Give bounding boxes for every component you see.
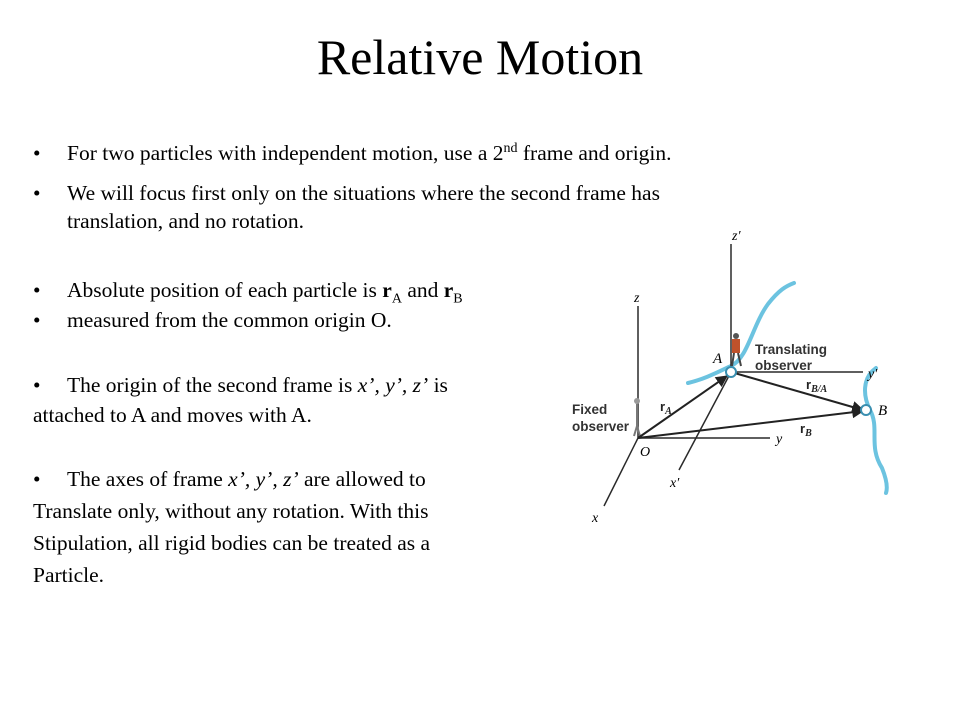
vector-r: r — [443, 278, 454, 302]
label-point-a: A — [713, 351, 723, 367]
label-fixed: Fixed — [572, 402, 608, 417]
label-rba — [806, 377, 828, 395]
label-ra-r: r — [660, 399, 666, 414]
subscript-b: B — [453, 291, 463, 307]
label-translating: Translating — [755, 342, 828, 357]
bullet-6-main: The axes of frame — [67, 467, 229, 491]
label-z: z — [634, 291, 640, 306]
relative-motion-diagram — [560, 222, 900, 532]
bullet-marker: • — [33, 181, 41, 205]
path-b-curve — [865, 368, 887, 493]
fixed-observer-figure — [634, 398, 640, 436]
subscript-a: A — [391, 291, 402, 307]
bullet-5-line-1 — [67, 370, 448, 400]
bullet-6-line-2: Translate only, without any rotation. With this — [33, 499, 429, 523]
label-rb-r: r — [800, 421, 806, 436]
label-z-prime: z′ — [732, 229, 741, 244]
label-y-prime: y′ — [868, 367, 878, 382]
vector-r: r — [382, 278, 392, 302]
frame-axes: x’, y’, z’ — [357, 373, 429, 397]
bullet-marker: • — [33, 278, 41, 302]
slide-title: Relative Motion — [316, 29, 644, 85]
bullet-3-text — [67, 275, 463, 305]
label-ra — [660, 399, 672, 417]
bullet-marker: • — [33, 467, 41, 491]
label-translating-observer: observer — [755, 358, 813, 373]
label-rb — [800, 421, 812, 439]
label-origin: O — [640, 445, 651, 460]
frame-axes: x’, y’, z’ — [228, 467, 299, 491]
label-point-b: B — [878, 403, 888, 419]
label-rba-sub: B/A — [811, 384, 828, 395]
bullet-6-line-3: Stipulation, all rigid bodies can be treated as a — [33, 531, 431, 555]
label-x-prime: x′ — [670, 476, 680, 491]
label-fixed-observer: observer — [572, 419, 630, 434]
label-rba-r: r — [806, 377, 812, 392]
bullet-5-post: is — [428, 373, 448, 397]
bullet-5-main: The origin of the second frame is — [67, 373, 358, 397]
bullet-2-line-2: translation, and no rotation. — [67, 209, 305, 233]
translating-x-axis — [679, 372, 731, 470]
bullet-3-and: and — [401, 278, 444, 302]
vector-rba — [731, 372, 863, 410]
bullet-2-line-1: We will focus first only on the situations where the second frame has — [67, 181, 660, 205]
label-ra-sub: A — [665, 406, 672, 417]
point-a — [726, 367, 736, 377]
bullet-5-line-2: attached to A and moves with A. — [33, 403, 312, 427]
bullet-1-main: For two particles with independent motion, use a 2 — [67, 141, 504, 165]
bullet-1-text — [67, 138, 672, 168]
bullet-6-post: are allowed to — [298, 467, 426, 491]
bullet-1-superscript: nd — [503, 140, 518, 156]
bullet-1-tail: frame and origin. — [517, 141, 672, 165]
bullet-6-line-1 — [67, 464, 426, 494]
point-b — [861, 405, 871, 415]
bullet-marker: • — [33, 373, 41, 397]
fixed-x-axis — [604, 438, 638, 506]
bullet-6-line-4: Particle. — [33, 563, 105, 587]
bullet-marker: • — [33, 141, 41, 165]
bullet-3-main: Absolute position of each particle is — [67, 278, 383, 302]
label-x: x — [592, 511, 599, 526]
bullet-marker: • — [33, 308, 41, 332]
label-y: y — [776, 432, 783, 447]
bullet-4-text: measured from the common origin O. — [67, 308, 392, 332]
label-rb-sub: B — [805, 428, 812, 439]
